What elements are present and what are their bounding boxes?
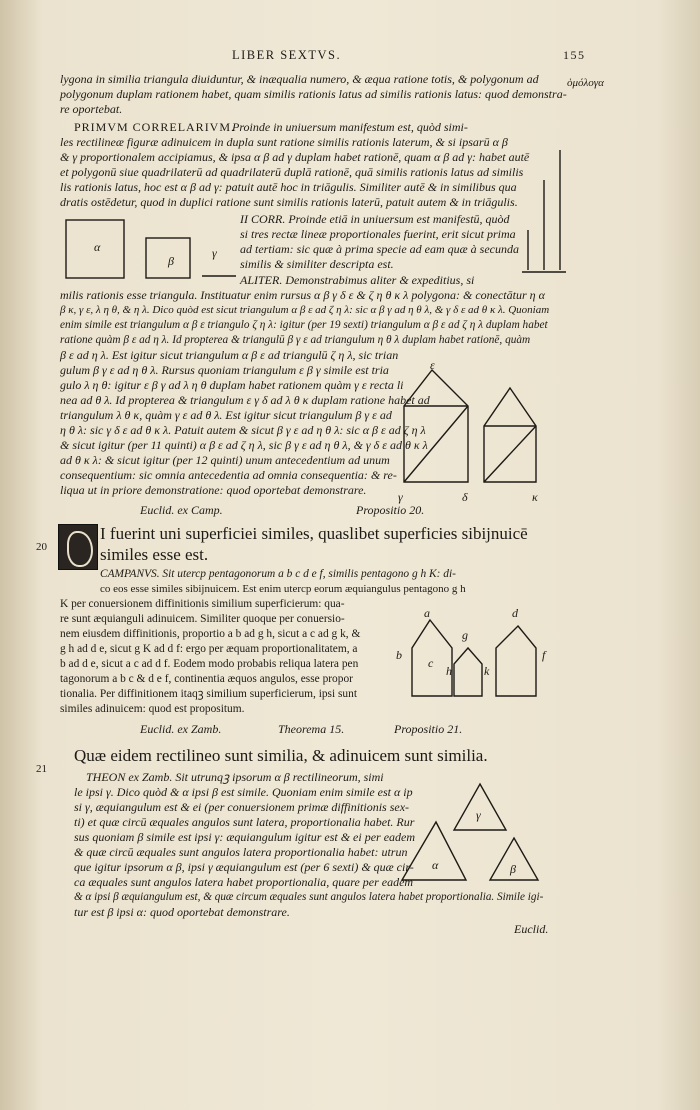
aliter-line: consequentium: sic omnia antecedentia ad omnia consequentia: & re-: [60, 468, 397, 482]
aliter-line: gulo λ η θ: igitur ε β γ ad λ η θ duplam habet rationem quàm γ ε recta li: [60, 378, 404, 392]
figure-caption: Propositio 20.: [356, 503, 425, 517]
prop21-line: ca æquales sunt angulos latera habet proportionalia, quare per eadem: [74, 875, 414, 889]
aliter-line: β κ, γ ε, λ η θ, & η λ. Dico quòd est sicut triangulum α β ε ad ζ η λ: sic α β γ ad η θ λ, & γ δ ε ad θ κ λ. Quoniam: [60, 304, 550, 316]
corollary-line: & γ proportionalem accipiamus, & ipsa α β ad γ duplam habet rationē, quam α β ad γ: habet autē: [60, 150, 530, 164]
figure-label: c: [428, 656, 434, 670]
squares-figure: [60, 212, 250, 284]
corollary2-line: ad tertiam: sic quæ à prima specie ad eam quæ à secunda: [240, 242, 519, 256]
figure-label: α: [432, 858, 439, 872]
figure-label: f: [542, 648, 546, 662]
prop21-line: que igitur ipsorum α β, ipsi γ æquiangulum est (per 6 sexti) & quæ cir-: [74, 860, 414, 874]
intro-line: re oportebat.: [60, 102, 123, 116]
proposition-title: Quæ eidem rectilineo sunt similia, & adinuicem sunt similia.: [74, 746, 488, 765]
figure-label: κ: [532, 490, 538, 504]
figure-label: g: [462, 628, 468, 642]
aliter-line: milis rationis esse triangula. Instituatur enim rursus α β γ δ ε & ζ η θ κ λ polygona: & conectātur η α: [60, 288, 545, 302]
aliter-line: enim simile est triangulum α β ε triangulo ζ η λ: igitur (per 19 sexti) triangulum α β ε ad ζ η λ duplam habet: [60, 319, 548, 331]
triangles-figure: [396, 782, 556, 884]
prop-line: nem eiusdem diffinitionis, proportio a b ad g h, sicut a c ad g k, &: [60, 628, 361, 640]
aliter-line: triangulum λ θ κ, quàm γ ε ad θ λ. Est igitur sicut triangulum β γ ε ad: [60, 408, 392, 422]
corollary2-line: II CORR. Proinde etiā in uniuersum est manifestū, quòd: [240, 212, 510, 226]
prop21-line: THEON ex Zamb. Sit utrunqꝫ ipsorum α β rectilineorum, simi: [86, 770, 384, 784]
aliter-line: ratione quàm β ε ad η λ. Id propterea & triangulū β γ ε ad triangulum η θ λ duplam habet rationē, quàm: [60, 334, 531, 346]
prop21-line: le ipsi γ. Dico quòd & α ipsi β est simile. Quoniam enim simile est α ip: [74, 785, 413, 799]
figure-label: α: [94, 240, 101, 254]
aliter-line: η θ λ: sic γ δ ε ad θ κ λ. Patuit autem & sicut β γ ε ad η θ λ: sic α β ε ad ζ η λ: [60, 423, 426, 437]
prop-line: K per conuersionem diffinitionis similium superficierum: qua-: [60, 598, 345, 610]
pentagons-figure: [396, 362, 556, 492]
intro-line: lygona in similia triangula diuiduntur, & inæqualia numero, & æqua ratione totis, & polygonum ad: [60, 72, 539, 86]
corollary-line: lis rationis latus, hoc est α β ad γ: patuit autē hoc in triāgulis. Similiter autē & in similibus qua: [60, 180, 517, 194]
prop-line: similes adinuicem: quod est propositum.: [60, 703, 245, 715]
prop-line: CAMPANVS. Sit utercp pentagonorum a b c d e f, similis pentagono g h K: di-: [100, 568, 456, 580]
margin-note: ὁμόλογα: [567, 77, 604, 89]
corollary2-line: similis & similiter descripta est.: [240, 257, 394, 271]
figure-caption: Euclid. ex Zamb.: [140, 722, 222, 736]
figure-label: b: [396, 648, 402, 662]
decorated-initial: [58, 524, 98, 570]
prop21-line: ti) et quæ circū æquales angulos sunt latera, proportionalia habet. Rur: [74, 815, 415, 829]
prop21-line: & α ipsi β æquiangulum est, & quæ circum æquales sunt angulos latera habet proportionalia. Simile igi-: [74, 891, 544, 903]
prop-line: g h ad d e, sicut g K ad d f: ergo per æquam proportionalitatem, a: [60, 643, 358, 655]
aliter-line: ALITER. Demonstrabimus aliter & expeditius, si: [240, 273, 475, 287]
prop-line: re sunt æquianguli adinuicem. Similiter quoque per conuersio-: [60, 613, 345, 625]
running-head: LIBER SEXTVS.: [232, 48, 342, 62]
margin-number: 21: [36, 763, 47, 775]
figure-label: β: [168, 254, 174, 268]
prop21-line: si γ, æquiangulum est & ei (per conuersionem primæ diffinitionis sex-: [74, 800, 410, 814]
aliter-line: liqua ut in priore demonstratione: quod oportebat demonstrare.: [60, 483, 367, 497]
corollary2-line: si tres rectæ lineæ proportionales fuerint, erit sicut prima: [240, 227, 516, 241]
aliter-line: ad θ κ λ: & sicut igitur (per 12 quinti) unum antecedentium ad unum: [60, 453, 390, 467]
corollary-line: Proinde in uniuersum manifestum est, quòd simi-: [232, 120, 468, 134]
page-number: 155: [563, 48, 586, 62]
figure-label: h: [446, 664, 452, 678]
figure-caption: Propositio 21.: [394, 722, 463, 736]
figure-caption: Euclid. ex Camp.: [140, 503, 223, 517]
figure-label: γ: [476, 808, 481, 822]
figure-label: k: [484, 664, 490, 678]
figure-label: d: [512, 606, 518, 620]
aliter-line: β ε ad η λ. Est igitur sicut triangulum α β ε ad triangulū ζ η λ, sic trian: [60, 348, 399, 362]
aliter-line: & sicut igitur (per 11 quinti) α β ε ad ζ η λ, sic β γ ε ad η θ λ, & γ δ ε ad θ κ λ: [60, 438, 428, 452]
figure-label: δ: [462, 490, 468, 504]
proposition-title: I fuerint uni superficiei similes, quaslibet superficies sibijnuicē: [100, 524, 528, 543]
proportional-lines: [520, 150, 570, 280]
figure-label: β: [510, 862, 516, 876]
figure-label: γ: [212, 246, 217, 260]
proposition-title: similes esse est.: [100, 545, 209, 564]
prop21-line: sus quoniam β simile est ipsi γ: æquiangulum igitur est & ei per eadem: [74, 830, 416, 844]
figure-label: γ: [398, 490, 403, 504]
aliter-line: nea ad θ λ. Id propterea & triangulum ε γ δ ad λ θ κ duplam ratione habet ad: [60, 393, 430, 407]
prop-line: b ad d e, sicut a c ad d f. Eodem modo probabis reliqua latera pen: [60, 658, 359, 670]
figure-label: a: [424, 606, 430, 620]
margin-number: 20: [36, 541, 47, 553]
pentagons-figure-2: [408, 608, 558, 700]
prop21-line: tur est β ipsi α: quod oportebat demonstrare.: [74, 905, 290, 919]
corollary-line: les rectilineæ figuræ adinuicem in dupla sunt ratione similis rationis laterum, & si ipsarū α β: [60, 135, 508, 149]
prop-line: tagonorum a b c & d e f, continentia æquos angulos, esse propor: [60, 673, 353, 685]
corollary-heading: PRIMVM CORRELARIVM.: [74, 120, 236, 134]
catchword: Euclid.: [514, 922, 549, 936]
figure-caption: Theorema 15.: [278, 722, 345, 736]
corollary-line: dratis ostēdetur, quod in duplici ratione sunt similis rationis laterū, patuit autem & in triāgulis.: [60, 195, 518, 209]
prop-line: co eos esse similes sibijnuicem. Est enim utercp eorum æquiangulus pentagono g h: [100, 583, 466, 595]
prop-line: tionalia. Per diffinitionem itaqꝫ similium superficierum, ipsi sunt: [60, 688, 357, 700]
figure-label: ε: [430, 358, 435, 372]
aliter-line: gulum β γ ε ad η θ λ. Rursus quoniam triangulum ε β γ simile est tria: [60, 363, 389, 377]
corollary-line: et polygonū siue quadrilaterū ad quadrilaterū duplā rationē, quā similis rationis latus ad similis: [60, 165, 524, 179]
intro-line: polygonum duplam rationem habet, quam similis rationis latus ad similis rationis latus: quod demonstra-: [60, 87, 567, 101]
prop21-line: & quæ circū æquales sunt angulos latera proportionalia habet: utrun: [74, 845, 408, 859]
